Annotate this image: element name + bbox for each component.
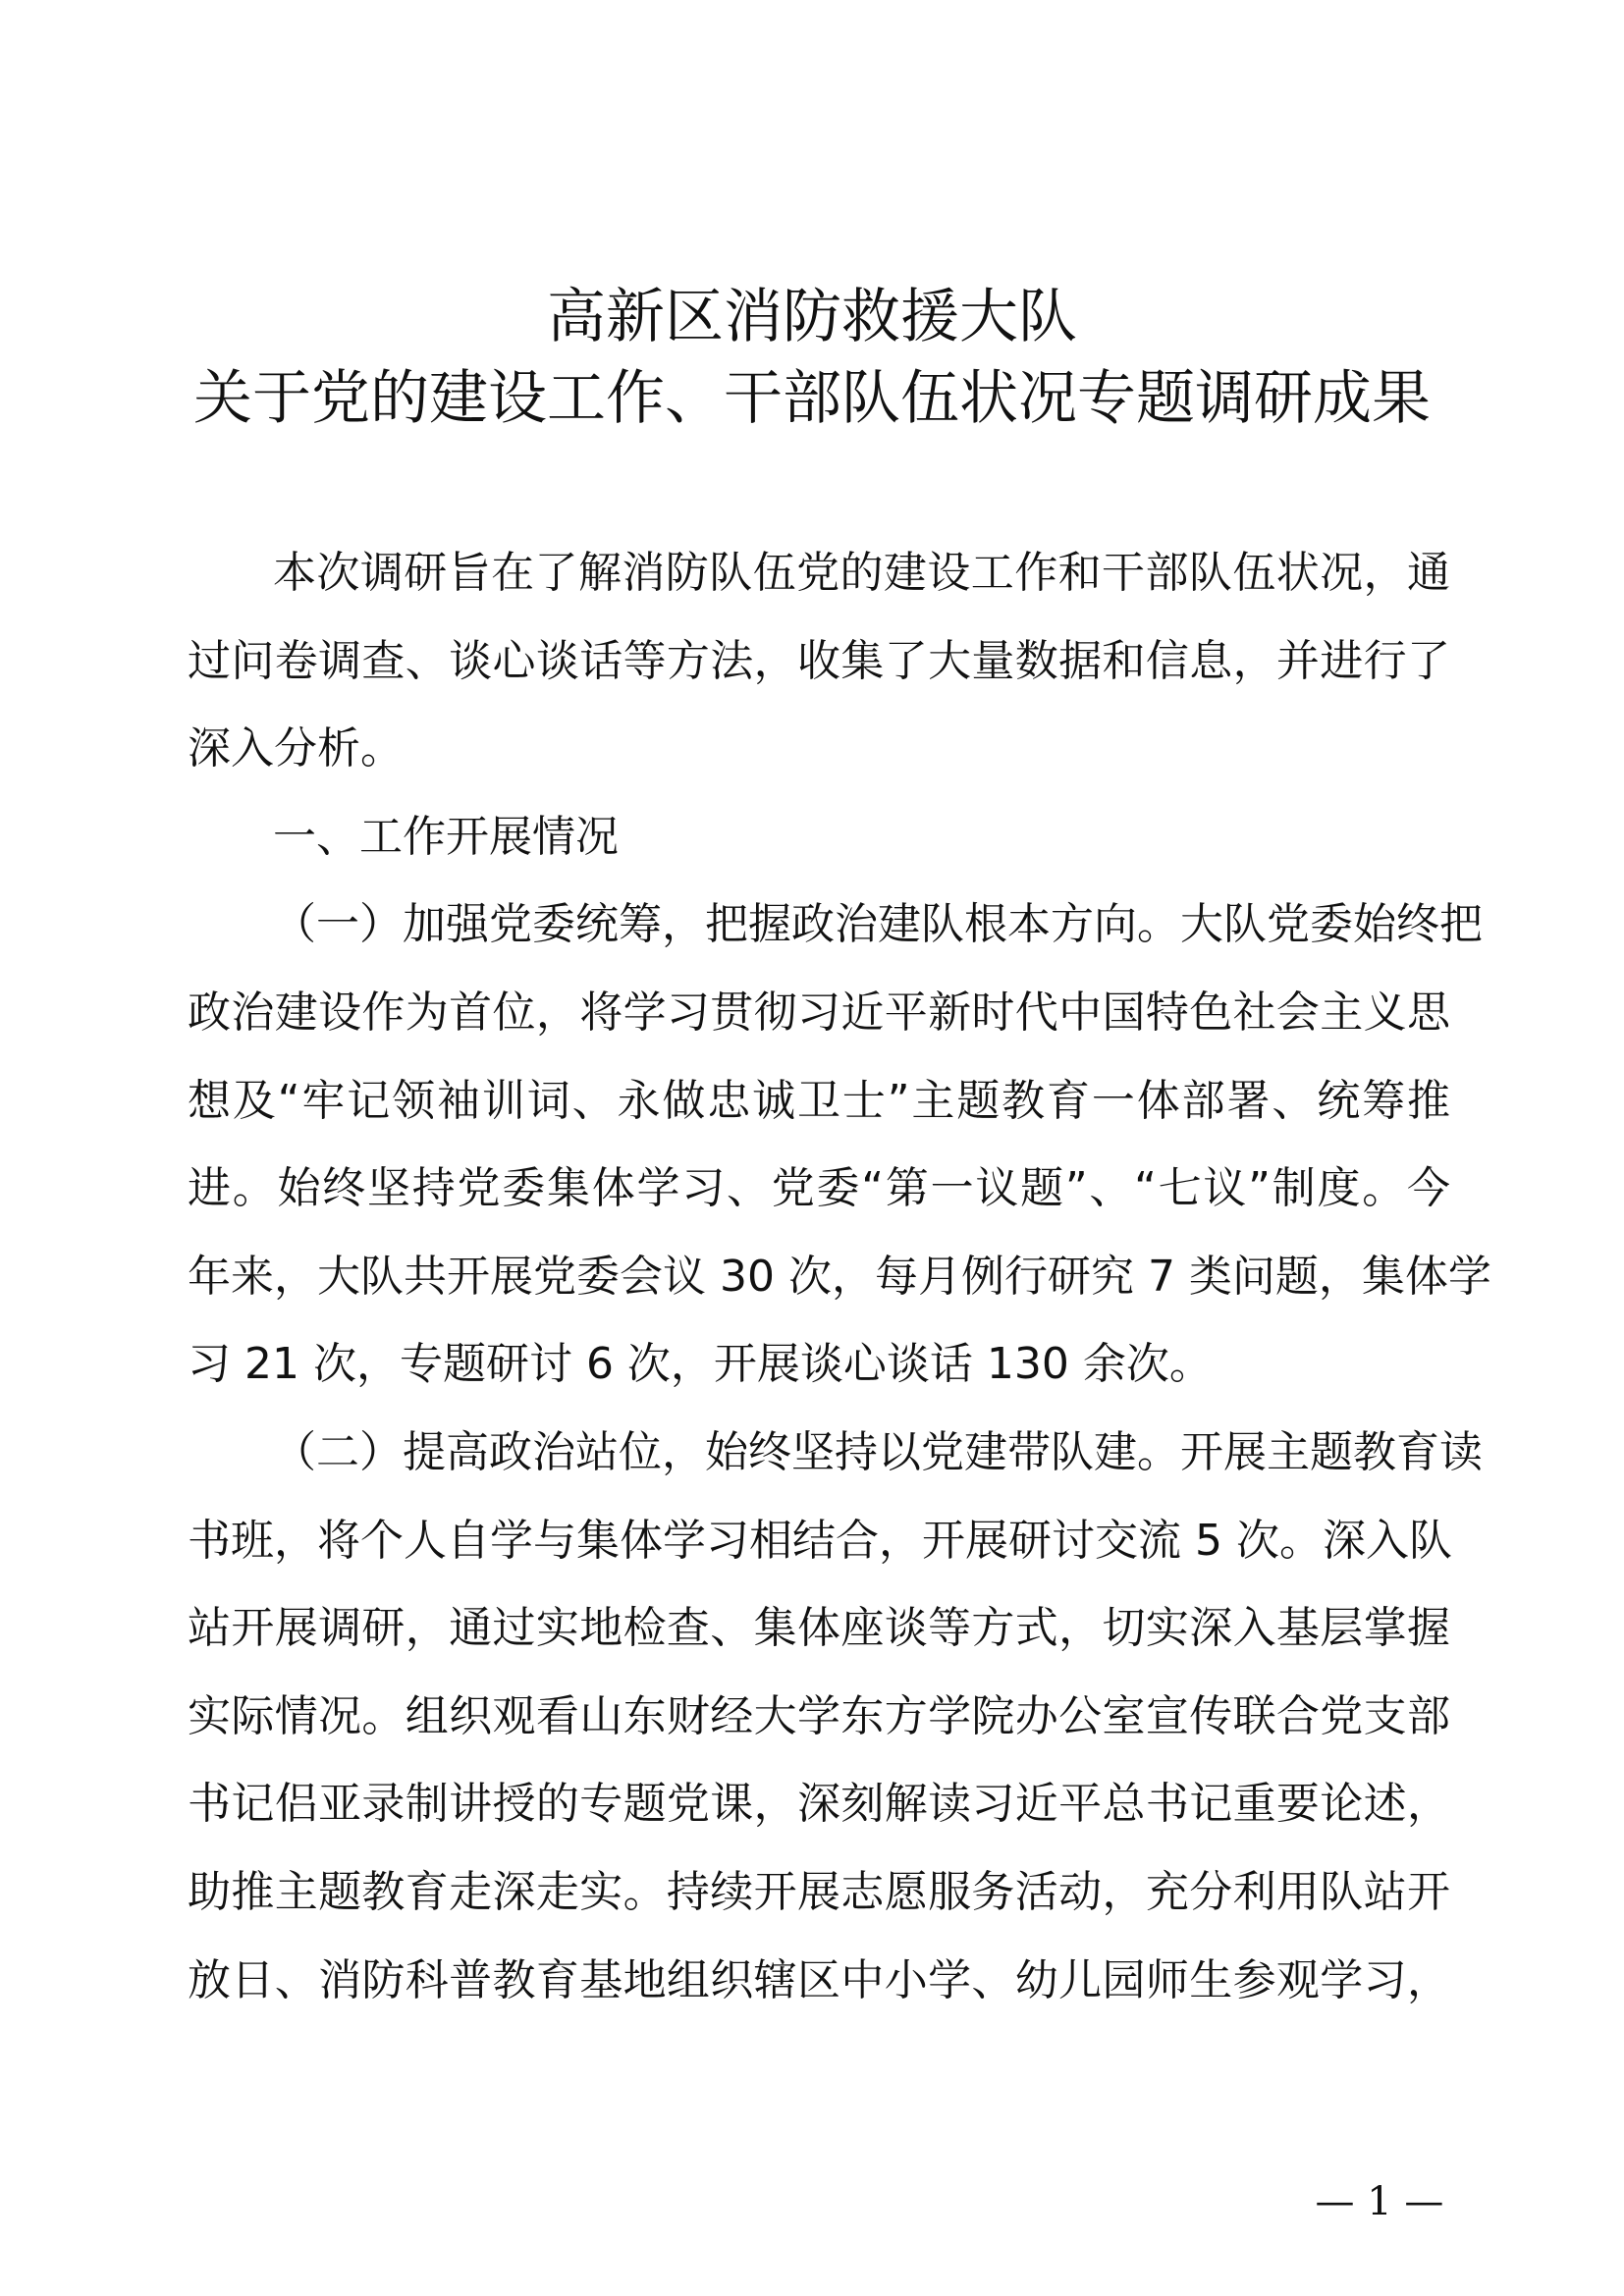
paragraph-line: 想及“牢记领袖训词、永做忠诚卫士”主题教育一体部署、统筹推 <box>188 1075 1450 1126</box>
paragraph-line: 政治建设作为首位，将学习贯彻习近平新时代中国特色社会主义思 <box>188 988 1450 1038</box>
document-title-line-2: 关于党的建设工作、干部队伍状况专题调研成果 <box>193 364 1431 433</box>
paragraph-line: 实际情况。组织观看山东财经大学东方学院办公室宣传联合党支部 <box>188 1690 1450 1741</box>
paragraph-line: （一）加强党委统筹，把握政治建队根本方向。大队党委始终把 <box>273 899 1483 950</box>
page-number: — 1 — <box>1315 2179 1444 2224</box>
paragraph-line: 习 21 次，专题研讨 6 次，开展谈心谈话 130 余次。 <box>188 1339 1213 1390</box>
paragraph-line: 过问卷调查、谈心谈话等方法，收集了大量数据和信息，并进行了 <box>188 635 1450 686</box>
paragraph-line: 进。始终坚持党委集体学习、党委“第一议题”、“七议”制度。今 <box>188 1163 1450 1214</box>
paragraph-line: 一、工作开展情况 <box>273 811 619 862</box>
paragraph-line: 站开展调研，通过实地检查、集体座谈等方式，切实深入基层掌握 <box>188 1603 1450 1654</box>
paragraph-line: 助推主题教育走深走实。持续开展志愿服务活动，充分利用队站开 <box>188 1867 1450 1917</box>
paragraph-line: 书记侣亚录制讲授的专题党课，深刻解读习近平总书记重要论述， <box>188 1779 1450 1830</box>
document-title-line-1: 高新区消防救援大队 <box>547 283 1077 351</box>
paragraph-line: （二）提高政治站位，始终坚持以党建带队建。开展主题教育读 <box>273 1427 1483 1477</box>
paragraph-line: 书班，将个人自学与集体学习相结合，开展研讨交流 5 次。深入队 <box>188 1515 1452 1566</box>
paragraph-line: 放日、消防科普教育基地组织辖区中小学、幼儿园师生参观学习， <box>188 1954 1450 2005</box>
paragraph-line: 本次调研旨在了解消防队伍党的建设工作和干部队伍状况，通 <box>273 548 1450 598</box>
paragraph-line: 年来，大队共开展党委会议 30 次，每月例行研究 7 类问题，集体学 <box>188 1251 1491 1302</box>
paragraph-line: 深入分析。 <box>188 723 404 774</box>
